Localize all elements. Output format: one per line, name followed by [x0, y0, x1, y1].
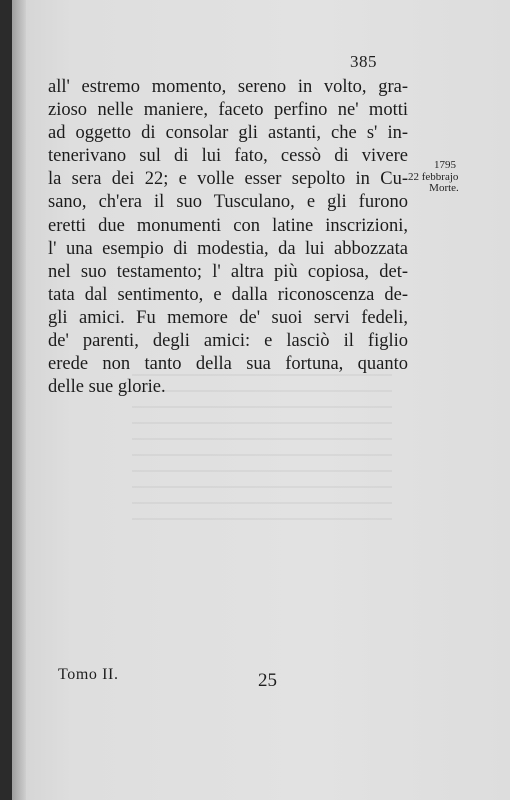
- text-line: ad oggetto di consolar gli astanti, che s' in-: [48, 123, 408, 144]
- marginal-note-year: 1795: [434, 159, 456, 171]
- book-page: [12, 0, 510, 800]
- text-line: nel suo testamento; l' altra più copiosa, det-: [48, 261, 408, 282]
- text-line: tata dal sentimento, e dalla riconoscenza de-: [48, 284, 408, 305]
- volume-label: Tomo II.: [58, 666, 119, 683]
- marginal-note-event: Morte.: [429, 182, 459, 194]
- text-line: all' estremo momento, sereno in volto, gra-: [48, 77, 408, 97]
- text-line: l' una esempio di modestia, da lui abbozzata: [48, 238, 408, 259]
- marginal-note: [408, 160, 470, 195]
- body-text: [48, 76, 408, 399]
- text-line: tenerivano sul di lui fato, cessò di vivere: [48, 146, 408, 167]
- text-line: erede non tanto della sua fortuna, quanto: [48, 354, 408, 375]
- text-line: sano, ch'era il suo Tusculano, e gli furono: [48, 192, 408, 213]
- signature-mark: 25: [258, 670, 277, 691]
- text-line: gli amici. Fu memore de' suoi servi fedeli,: [48, 307, 408, 328]
- text-line: zioso nelle maniere, faceto perfino ne' motti: [48, 100, 408, 121]
- page-number: 385: [350, 52, 377, 71]
- marginal-note-date: 22 febbrajo: [408, 170, 459, 183]
- page-gutter: [12, 0, 26, 800]
- text-line: de' parenti, degli amici: e lasciò il figlio: [48, 331, 408, 352]
- text-line: la sera dei 22; e volle esser sepolto in Cu-: [48, 169, 408, 190]
- text-line: eretti due monumenti con latine inscrizioni,: [48, 215, 408, 236]
- text-line: delle sue glorie.: [48, 377, 166, 398]
